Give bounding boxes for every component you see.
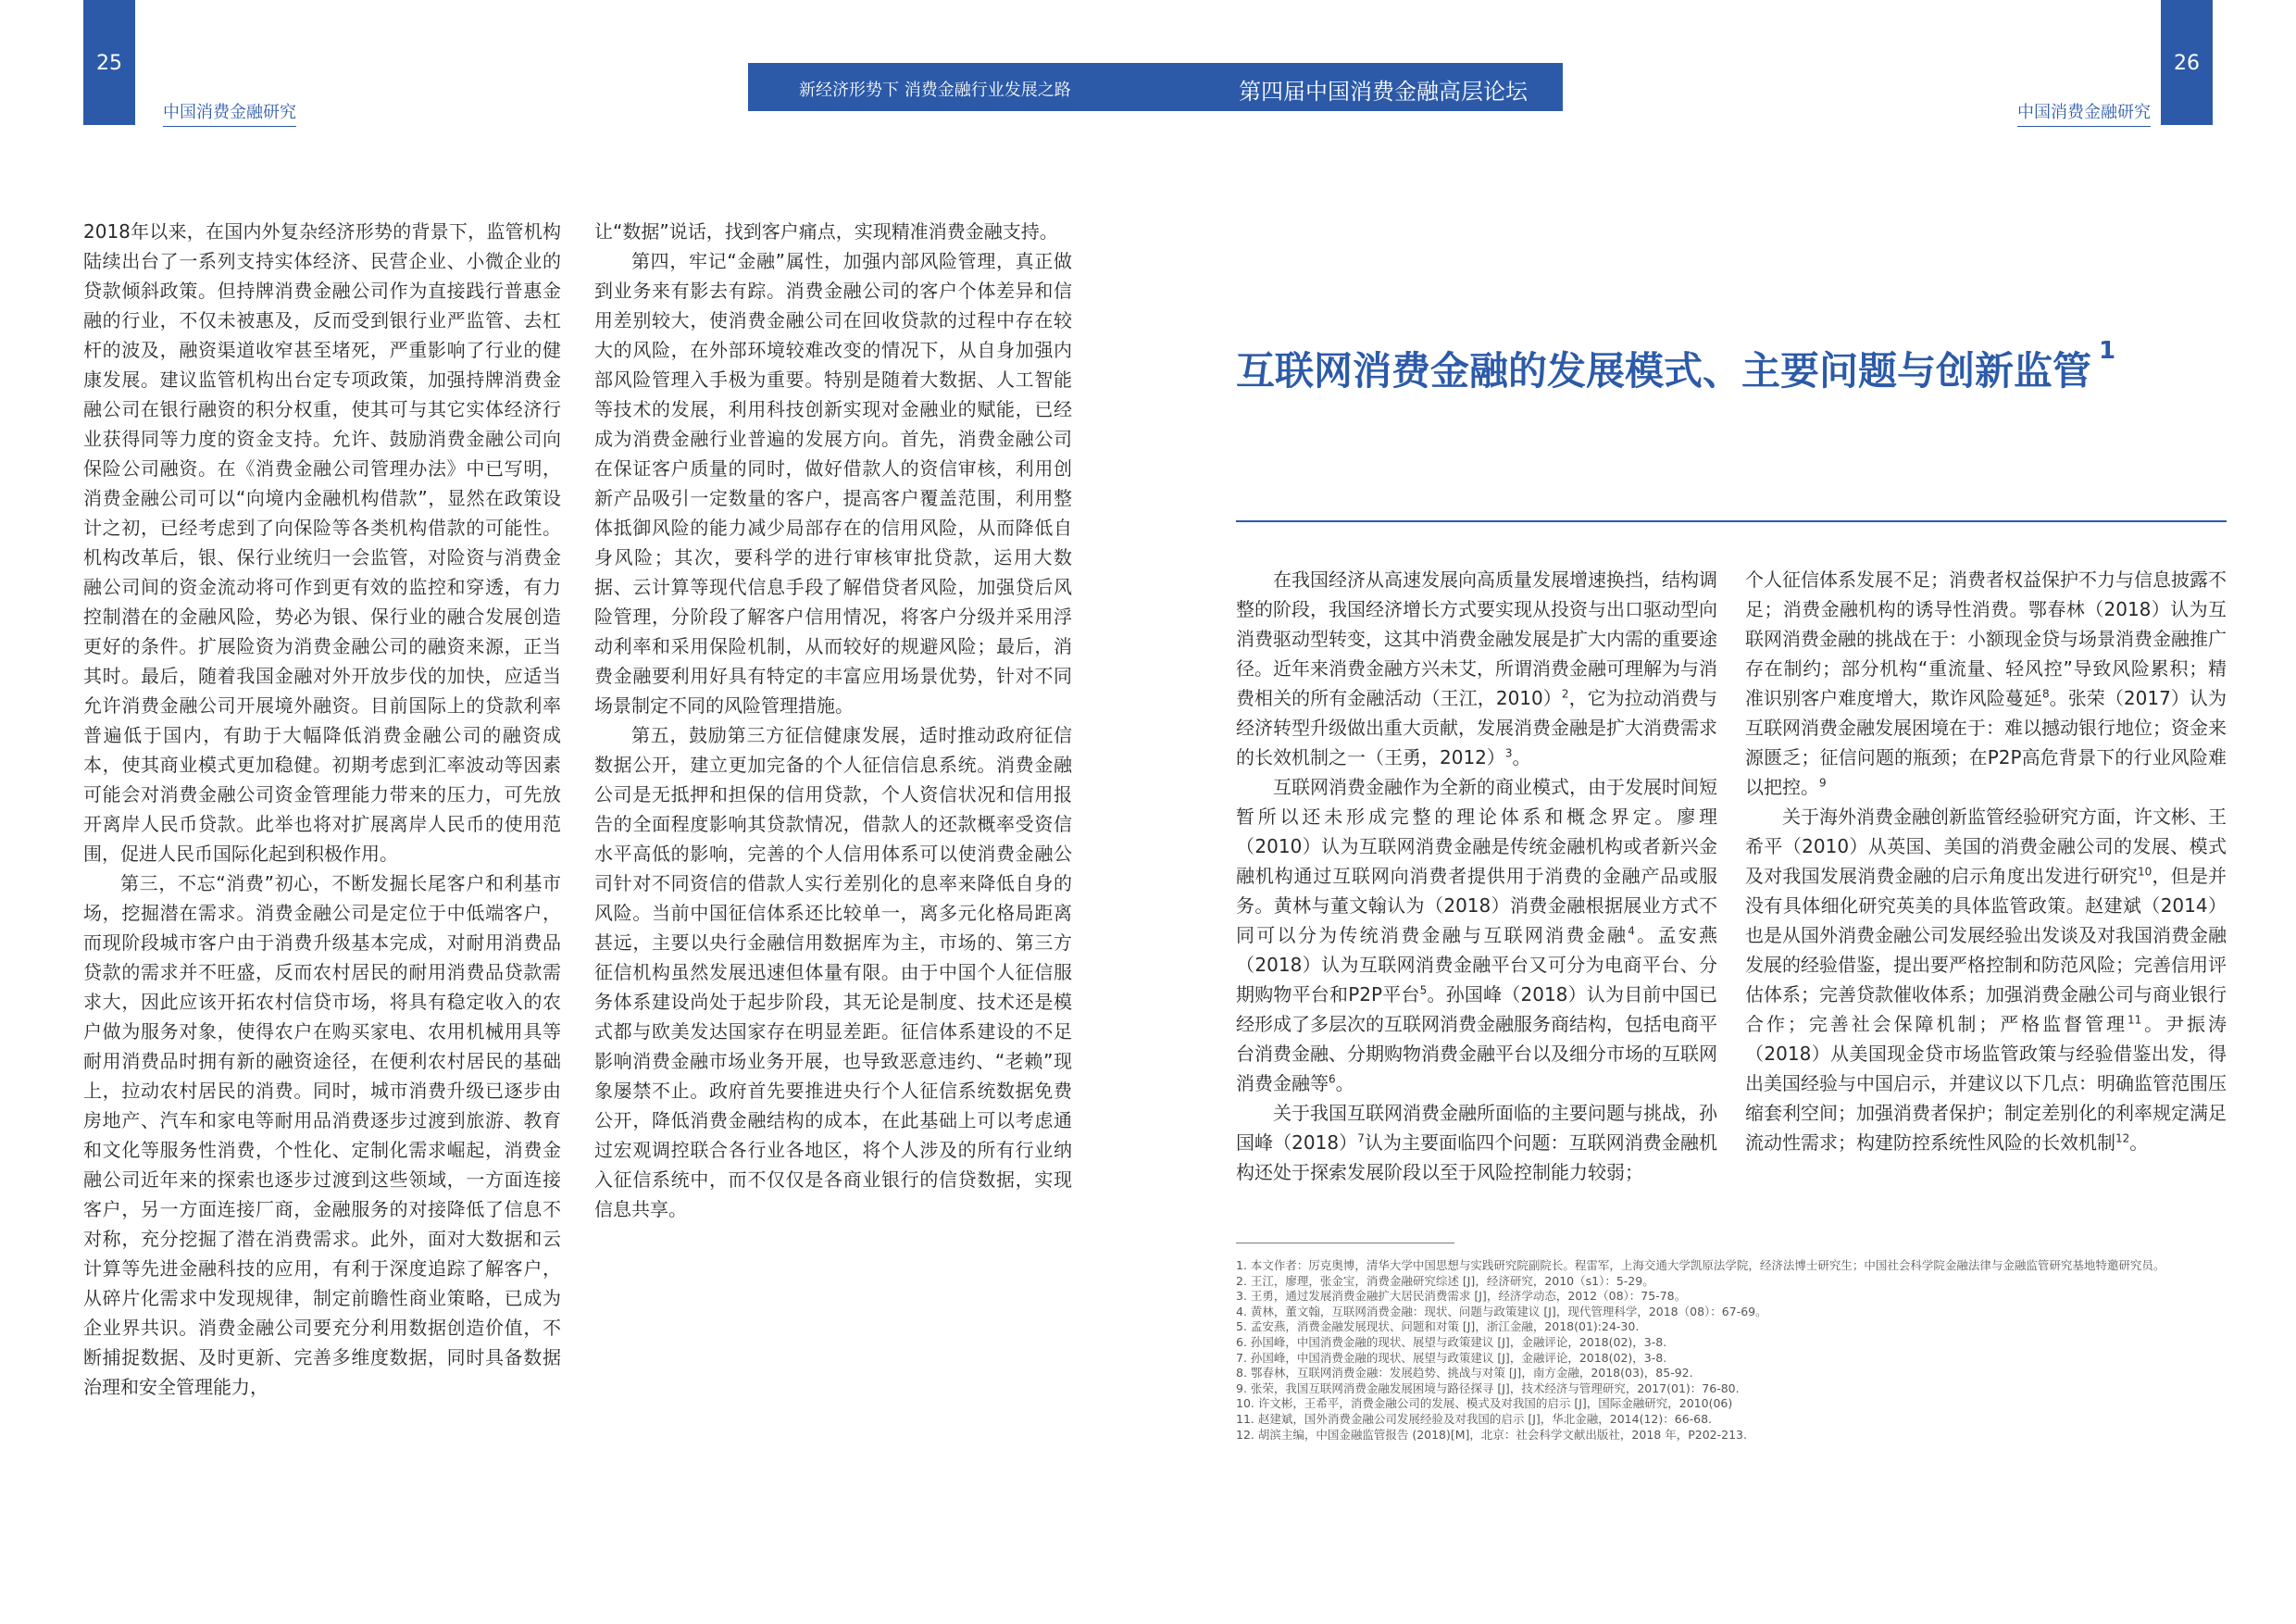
left-column-2 — [594, 217, 1072, 1224]
footnote-11: 11. 赵建斌，国外消费金融公司发展经验及对我国的启示 [J]，华北金融，2014(12)：66-68. — [1236, 1411, 1713, 1426]
footnotes — [1236, 1258, 2228, 1443]
left-journal-name: 中国消费金融研究 — [163, 99, 296, 127]
footnote-7: 7. 孙国峰，中国消费金融的现状、展望与政策建议 [J]，金融评论，2018(02)，3-8. — [1236, 1350, 1667, 1365]
footnote-ref: 8 — [2041, 687, 2050, 701]
right-page-number-box — [2161, 0, 2213, 125]
body-paragraph: 个人征信体系发展不足；消费者权益保护不力与信息披露不足；消费金融机构的诱导性消费。鄂春林（2018）认为互联网消费金融的挑战在于：小额现金贷与场景消费金融推广存在制约；部分机构“重流量、轻风控”导致风险累积；精准识别客户难度增大，欺诈风险蔓延$^8$。张荣（2017）认为互联网消费金融发展困境在于：难以撼动银行地位；资金来源匮乏；征信问题的瓶颈；在P2P高危背景下的行业风险难以把控。$^9$ — [1745, 568, 2227, 798]
footnote-ref: 9 — [1819, 776, 1827, 790]
footnote-4: 4. 黄林，董文翰，互联网消费金融：现状、问题与政策建议 [J]，现代管理科学，2018（08）：67-69。 — [1236, 1304, 1767, 1318]
right-column-2 — [1745, 565, 2227, 1157]
footnote-5: 5. 孟安燕，消费金融发展现状、问题和对策 [J]，浙江金融，2018(01):24-30. — [1236, 1319, 1640, 1334]
right-journal-name: 中国消费金融研究 — [2017, 99, 2151, 127]
article-title-text: 互联网消费金融的发展模式、主要问题与创新监管 — [1236, 348, 2092, 394]
body-paragraph: 2018年以来，在国内外复杂经济形势的背景下，监管机构陆续出台了一系列支持实体经济、民营企业、小微企业的贷款倾斜政策。但持牌消费金融公司作为直接践行普惠金融的行业，不仅未被惠及，反而受到银行业严监管、去杠杆的波及，融资渠道收窄甚至堵死，严重影响了行业的健康发展。建议监管机构出台定专项政策，加强持牌消费金融公司在银行融资的积分权重，使其可与其它实体经济行业获得同等力度的资金支持。允许、鼓励消费金融公司向保险公司融资。在《消费金融公司管理办法》中已写明，消费金融公司可以“向境内金融机构借款”，显然在政策设计之初，已经考虑到了向保险等各类机构借款的可能性。机构改革后，银、保行业统归一会监管，对险资与消费金融公司间的资金流动将可作到更有效的监控和穿透，有力控制潜在的金融风险，势必为银、保行业的融合发展创造更好的条件。扩展险资为消费金融公司的融资来源，正当其时。最后，随着我国金融对外开放步伐的加快，应适当允许消费金融公司开展境外融资。目前国际上的贷款利率普遍低于国内，有助于大幅降低消费金融公司的融资成本，使其商业模式更加稳健。初期考虑到汇率波动等因素可能会对消费金融公司资金管理能力带来的压力，可先放开离岸人民币贷款。此举也将对扩展离岸人民币的使用范围，促进人民币国际化起到积极作用。 — [83, 220, 561, 865]
banner-right-text: 第四届中国消费金融高层论坛 — [1239, 79, 1528, 105]
body-paragraph: 关于我国互联网消费金融所面临的主要问题与挑战，孙国峰（2018）$^7$认为主要面临四个问题：互联网消费金融机构还处于探索发展阶段以至于风险控制能力较弱； — [1236, 1102, 1717, 1183]
title-divider — [1236, 520, 2227, 522]
title-footnote-marker: 1 — [2099, 337, 2116, 365]
body-paragraph: 互联网消费金融作为全新的商业模式，由于发展时间短暂所以还未形成完整的理论体系和概念界定。廖理（2010）认为互联网消费金融是传统金融机构或者新兴金融机构通过互联网向消费者提供用于消费的金融产品或服务。黄林与董文翰认为（2018）消费金融根据展业方式不同可以分为传统消费金融与互联网消费金融$^4$。孟安燕（2018）认为互联网消费金融平台又可分为电商平台、分期购物平台和P2P平台$^5$。孙国峰（2018）认为目前中国已经形成了多层次的互联网消费金融服务商结构，包括电商平台消费金融、分期购物消费金融平台以及细分市场的互联网消费金融等$^6$。 — [1236, 776, 1718, 1094]
footnote-ref: 7 — [1357, 1131, 1365, 1145]
footnote-ref: 12 — [2115, 1131, 2130, 1145]
footnote-ref: 2 — [1561, 687, 1569, 701]
body-paragraph: 让“数据”说话，找到客户痛点，实现精准消费金融支持。 — [594, 220, 1058, 243]
footnote-9: 9. 张荣，我国互联网消费金融发展困境与路径探寻 [J]，技术经济与管理研究，2017(01)：76-80. — [1236, 1380, 1740, 1395]
article-title — [1236, 337, 2217, 396]
footnote-2: 2. 王江，廖理，张金宝，消费金融研究综述 [J]，经济研究，2010（s1）：5-29。 — [1236, 1273, 1654, 1288]
body-paragraph: 第五，鼓励第三方征信健康发展，适时推动政府征信数据公开，建立更加完备的个人征信信息系统。消费金融公司是无抵押和担保的信用贷款，个人资信状况和信用报告的全面程度影响其贷款情况，借款人的还款概率受资信水平高低的影响，完善的个人信用体系可以使消费金融公司针对不同资信的借款人实行差别化的息率来降低自身的风险。当前中国征信体系还比较单一，离多元化格局距离甚远，主要以央行金融信用数据库为主，市场的、第三方征信机构虽然发展迅速但体量有限。由于中国个人征信服务体系建设尚处于起步阶段，其无论是制度、技术还是模式都与欧美发达国家存在明显差距。征信体系建设的不足影响消费金融市场业务开展，也导致恶意违约、“老赖”现象屡禁不止。政府首先要推进央行个人征信系统数据免费公开，降低消费金融结构的成本，在此基础上可以考虑通过宏观调控联合各行业各地区，将个人涉及的所有行业纳入征信系统中，而不仅仅是各商业银行的信贷数据，实现信息共享。 — [594, 724, 1072, 1220]
footnote-1: 1. 本文作者：厉克奥博，清华大学中国思想与实践研究院副院长。程雷军，上海交通大学凯原法学院，经济法博士研究生；中国社会科学院金融法律与金融监管研究基地特邀研究员。 — [1236, 1258, 2165, 1272]
footnote-ref: 11 — [2127, 1013, 2142, 1027]
body-paragraph: 第四，牢记“金融”属性，加强内部风险管理，真正做到业务来有影去有踪。消费金融公司的客户个体差异和信用差别较大，使消费金融公司在回收贷款的过程中存在较大的风险，在外部环境较难改变的情况下，从自身加强内部风险管理入手极为重要。特别是随着大数据、人工智能等技术的发展，利用科技创新实现对金融业的赋能，已经成为消费金融行业普遍的发展方向。首先，消费金融公司在保证客户质量的同时，做好借款人的资信审核，利用创新产品吸引一定数量的客户，提高客户覆盖范围，利用整体抵御风险的能力减少局部存在的信用风险，从而降低自身风险；其次，要科学的进行审核审批贷款，运用大数据、云计算等现代信息手段了解借贷者风险，加强贷后风险管理，分阶段了解客户信用情况，将客户分级并采用浮动利率和采用保险机制，从而较好的规避风险；最后，消费金融要利用好具有特定的丰富应用场景优势，针对不同场景制定不同的风险管理措施。 — [594, 250, 1072, 717]
footnote-ref: 3 — [1504, 746, 1513, 760]
footnote-6: 6. 孙国峰，中国消费金融的现状、展望与政策建议 [J]，金融评论，2018(02)，3-8. — [1236, 1334, 1667, 1349]
right-column-1 — [1236, 565, 1717, 1187]
footnote-ref: 10 — [2137, 865, 2152, 879]
body-paragraph: 第三，不忘“消费”初心，不断发掘长尾客户和利基市场，挖掘潜在需求。消费金融公司是定位于中低端客户，而现阶段城市客户由于消费升级基本完成，对耐用消费品贷款的需求并不旺盛，反而农村居民的耐用消费品贷款需求大，因此应该开拓农村信贷市场，将具有稳定收入的农户做为服务对象，使得农户在购买家电、农用机械用具等耐用消费品时拥有新的融资途径，在便利农村居民的基础上，拉动农村居民的消费。同时，城市消费升级已逐步由房地产、汽车和家电等耐用品消费逐步过渡到旅游、教育和文化等服务性消费，个性化、定制化需求崛起，消费金融公司近年来的探索也逐步过渡到这些领域，一方面连接客户，另一方面连接厂商，金融服务的对接降低了信息不对称，充分挖掘了潜在消费需求。此外，面对大数据和云计算等先进金融科技的应用，有利于深度追踪了解客户，从碎片化需求中发现规律，制定前瞻性商业策略，已成为企业界共识。消费金融公司要充分利用数据创造价值，不断捕捉数据、及时更新、完善多维度数据，同时具备数据治理和安全管理能力， — [83, 872, 561, 1398]
footnote-ref: 5 — [1419, 983, 1428, 997]
body-paragraph: 关于海外消费金融创新监管经验研究方面，许文彬、王希平（2010）从英国、美国的消费金融公司的发展、模式及对我国发展消费金融的启示角度出发进行研究$^{10}$，但是并没有具体细化研究英美的具体监管政策。赵建斌（2014）也是从国外消费金融公司发展经验出发谈及对我国消费金融发展的经验借鉴，提出要严格控制和防范风险；完善信用评估体系；完善贷款催收体系；加强消费金融公司与商业银行合作；完善社会保障机制；严格监督管理$^{11}$。尹振涛（2018）从美国现金贷市场监管政策与经验借鉴出发，得出美国经验与中国启示，并建议以下几点：明确监管范围压缩套利空间；加强消费者保护；制定差别化的利率规定满足流动性需求；构建防控系统性风险的长效机制$^{12}$。 — [1745, 806, 2227, 1154]
footnote-8: 8. 鄂春林，互联网消费金融：发展趋势、挑战与对策 [J]，南方金融，2018(03)，85-92. — [1236, 1366, 1693, 1380]
banner-left-text: 新经济形势下 消费金融行业发展之路 — [799, 81, 1071, 100]
forum-banner — [748, 63, 1563, 111]
footnote-10: 10. 许文彬，王希平，消费金融公司的发展、模式及对我国的启示 [J]，国际金融研究，2010(06) — [1236, 1396, 1733, 1411]
left-page-number-box — [83, 0, 135, 125]
left-column-1 — [83, 217, 561, 1402]
footnote-ref: 6 — [1329, 1072, 1336, 1086]
footnote-3: 3. 王勇，通过发展消费金融扩大居民消费需求 [J]，经济学动态，2012（08）：75-78。 — [1236, 1289, 1687, 1304]
footnote-ref: 4 — [1628, 924, 1635, 938]
right-page-number: 26 — [2174, 52, 2200, 75]
body-paragraph: 在我国经济从高速发展向高质量发展增速换挡，结构调整的阶段，我国经济增长方式要实现从投资与出口驱动型向消费驱动型转变，这其中消费金融发展是扩大内需的重要途径。近年来消费金融方兴未艾，所谓消费金融可理解为与消费相关的所有金融活动（王江，2010）$^2$，它为拉动消费与经济转型升级做出重大贡献，发展消费金融是扩大消费需求的长效机制之一（王勇，2012）$^3$。 — [1236, 568, 1717, 768]
left-page-number: 25 — [96, 52, 122, 75]
footnote-12: 12. 胡滨主编，中国金融监管报告 (2018)[M]，北京：社会科学文献出版社，2018 年，P202-213. — [1236, 1427, 1747, 1442]
